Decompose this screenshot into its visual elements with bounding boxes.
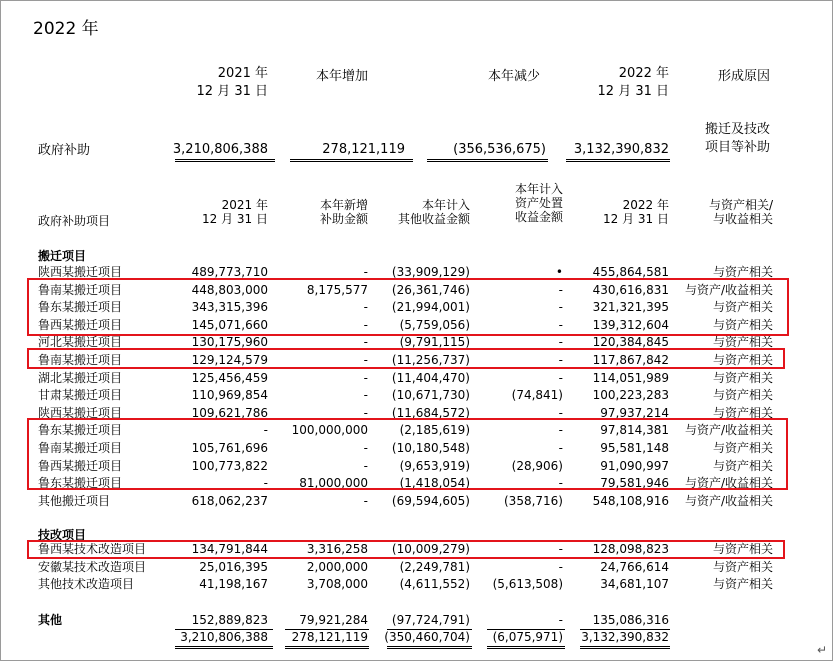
- cell-2022: 100,223,283: [592, 388, 669, 403]
- cell-disposal: -: [558, 282, 563, 297]
- row-label: 鲁南某搬迁项目: [38, 353, 123, 367]
- cell-type: 与资产/收益相关: [684, 282, 773, 297]
- cell-new: 8,175,577: [306, 282, 368, 297]
- highlight-box: [27, 278, 789, 336]
- cell-new: -: [363, 317, 368, 332]
- cell-2021: 448,803,000: [191, 282, 268, 297]
- cell-income: (10,180,548): [391, 441, 470, 455]
- cell-disposal: -: [558, 317, 563, 332]
- cell-type: 与资产相关: [712, 335, 773, 350]
- total-row-c4: (6,075,971): [492, 630, 563, 644]
- underline: [175, 159, 275, 160]
- table-row: [0, 387, 833, 404]
- cell-2022: 321,321,395: [592, 300, 669, 315]
- cell-2022: 430,616,831: [592, 282, 669, 297]
- cell-2021: 145,071,660: [191, 317, 268, 332]
- cell-2022: 117,867,842: [592, 353, 669, 367]
- cell-2022: 139,312,604: [592, 317, 669, 332]
- summary-reason-line2: 项目等补助: [705, 140, 771, 155]
- detail-header-c3: [398, 198, 470, 226]
- row-label: 鲁西某搬迁项目: [38, 317, 123, 332]
- cell-2022: 34,681,107: [600, 577, 669, 592]
- cell-disposal: -: [558, 300, 563, 315]
- underline: [566, 159, 670, 160]
- section-tech-title: 技改项目: [38, 528, 87, 542]
- other-row-c4: -: [558, 613, 563, 627]
- cell-income: (4,611,552): [399, 577, 470, 592]
- detail-header-c4-line3: 收益金额: [514, 210, 563, 224]
- row-label: 湖北某搬迁项目: [38, 370, 123, 385]
- cell-disposal: -: [558, 441, 563, 455]
- cell-2021: -: [263, 423, 268, 438]
- highlight-box: [27, 418, 788, 490]
- cell-disposal: -: [558, 370, 563, 385]
- cell-income: (9,791,115): [399, 335, 470, 350]
- cell-income: (33,909,129): [391, 265, 470, 279]
- cell-type: 与资产相关: [712, 542, 773, 556]
- row-label: 鲁东某搬迁项目: [38, 423, 123, 438]
- cell-income: (10,009,279): [391, 542, 470, 556]
- row-label: 鲁西某技术改造项目: [38, 542, 147, 556]
- cell-2021: 105,761,696: [191, 441, 268, 455]
- rule: [487, 646, 565, 647]
- detail-header-c1: [202, 198, 268, 226]
- detail-header-c6-line1: 与资产相关/: [708, 198, 773, 212]
- total-row-c5: 3,132,390,832: [581, 630, 669, 644]
- detail-header-c5-line2: 12 月 31 日: [603, 212, 669, 226]
- detail-header-c4-line1: 本年计入: [514, 182, 563, 196]
- cell-new: -: [363, 353, 368, 367]
- detail-header-c3-line1: 本年计入: [421, 198, 470, 212]
- cell-2022: 128,098,823: [592, 542, 669, 556]
- cell-type: 与资产相关: [712, 300, 773, 315]
- cell-new: 2,000,000: [306, 559, 368, 574]
- cell-disposal: (28,906): [511, 458, 563, 473]
- detail-header-c2-line2: 补助金额: [319, 212, 368, 226]
- cell-disposal: -: [558, 559, 563, 574]
- detail-header-c3-line2: 其他收益金额: [397, 212, 470, 226]
- total-row-c2: 278,121,119: [291, 630, 368, 644]
- cell-2022: 97,814,381: [600, 423, 669, 438]
- summary-reason-line1: 搬迁及技改: [705, 122, 771, 137]
- cell-disposal: -: [558, 542, 563, 556]
- cell-new: -: [363, 300, 368, 315]
- detail-header-c4-line2: 资产处置: [514, 196, 563, 210]
- detail-header-c1-line2: 12 月 31 日: [202, 212, 268, 226]
- cell-2022: 24,766,614: [600, 559, 669, 574]
- cell-2022: 97,937,214: [600, 405, 669, 420]
- cell-2022: 95,581,148: [600, 441, 669, 455]
- cell-2021: 618,062,237: [191, 493, 268, 508]
- other-row-label: 其他: [38, 613, 63, 627]
- cell-type: 与资产相关: [712, 559, 773, 574]
- table-row: [0, 576, 833, 593]
- other-row: [0, 612, 833, 629]
- header-2021: [197, 65, 268, 101]
- cell-type: 与资产相关: [712, 388, 773, 403]
- cell-disposal: (358,716): [504, 493, 563, 508]
- cell-type: 与资产相关: [712, 405, 773, 420]
- header-increase: 本年增加: [315, 69, 368, 84]
- total-row-c1: 3,210,806,388: [180, 630, 268, 644]
- cell-income: (69,594,605): [391, 493, 470, 508]
- cell-type: 与资产/收益相关: [684, 476, 773, 491]
- row-label: 其他搬迁项目: [38, 493, 111, 508]
- cell-new: -: [363, 370, 368, 385]
- cell-2021: -: [263, 476, 268, 491]
- underline: [427, 161, 548, 162]
- row-label: 鲁南某搬迁项目: [38, 282, 123, 297]
- rule: [175, 629, 273, 630]
- rule: [580, 629, 670, 630]
- cell-new: -: [363, 441, 368, 455]
- rule: [175, 646, 273, 647]
- summary-2022: 3,132,390,832: [573, 142, 669, 157]
- cell-2021: 109,621,786: [191, 405, 268, 420]
- highlight-box: [27, 348, 785, 369]
- cell-income: (11,256,737): [391, 353, 470, 367]
- cell-new: -: [363, 388, 368, 403]
- row-label: 河北某搬迁项目: [38, 335, 123, 350]
- summary-label: 政府补助: [38, 143, 91, 158]
- cell-type: 与资产相关: [712, 265, 773, 279]
- cell-new: -: [363, 493, 368, 508]
- summary-reason: [705, 121, 770, 157]
- row-label: 鲁东某搬迁项目: [38, 300, 123, 315]
- rule: [285, 648, 369, 649]
- summary-2021: 3,210,806,388: [172, 142, 268, 157]
- detail-header-c6-line2: 与收益相关: [712, 212, 773, 226]
- cell-new: 3,708,000: [306, 577, 368, 592]
- rule: [387, 648, 472, 649]
- page-title: 2022 年: [33, 19, 99, 39]
- cell-disposal: (74,841): [511, 388, 563, 403]
- cell-income: (2,249,781): [399, 559, 470, 574]
- return-mark-icon: ↵: [816, 643, 827, 657]
- cell-disposal: -: [558, 423, 563, 438]
- row-label: 甘肃某搬迁项目: [38, 388, 123, 403]
- rule: [175, 648, 273, 649]
- cell-type: 与资产/收益相关: [684, 423, 773, 438]
- cell-2022: 91,090,997: [600, 458, 669, 473]
- rule: [285, 646, 369, 647]
- underline: [566, 161, 670, 162]
- cell-income: (2,185,619): [399, 423, 470, 438]
- row-label: 其他技术改造项目: [38, 577, 135, 592]
- cell-2021: 100,773,822: [191, 458, 268, 473]
- underline: [290, 161, 413, 162]
- cell-type: 与资产相关: [712, 577, 773, 592]
- highlight-box: [27, 540, 785, 559]
- total-row-c3: (350,460,704): [384, 630, 470, 644]
- detail-header-c2-line1: 本年新增: [319, 198, 368, 212]
- cell-2021: 489,773,710: [191, 265, 268, 279]
- cell-new: -: [363, 265, 368, 279]
- summary-decrease: (356,536,675): [453, 142, 546, 157]
- cell-disposal: •: [555, 265, 563, 279]
- section-relocation-title: 搬迁项目: [38, 249, 87, 263]
- row-label: 鲁西某搬迁项目: [38, 458, 123, 473]
- other-row-c1: 152,889,823: [191, 613, 268, 627]
- detail-header-c2: [320, 198, 368, 226]
- cell-new: 100,000,000: [291, 423, 368, 438]
- rule: [580, 646, 670, 647]
- cell-type: 与资产相关: [712, 317, 773, 332]
- cell-new: -: [363, 458, 368, 473]
- row-label: 安徽某技术改造项目: [38, 559, 147, 574]
- cell-2021: 130,175,960: [191, 335, 268, 350]
- detail-header-c6: [709, 198, 773, 226]
- cell-2021: 110,969,854: [191, 388, 268, 403]
- cell-income: (10,671,730): [391, 388, 470, 403]
- rule: [487, 648, 565, 649]
- cell-2021: 125,456,459: [191, 370, 268, 385]
- cell-disposal: (5,613,508): [492, 577, 563, 592]
- detail-header-label: 政府补助项目: [38, 214, 111, 228]
- detail-header-c5: [603, 198, 669, 226]
- cell-type: 与资产相关: [712, 370, 773, 385]
- cell-2021: 129,124,579: [191, 353, 268, 367]
- rule: [285, 629, 369, 630]
- total-row: [0, 629, 833, 646]
- cell-disposal: -: [558, 353, 563, 367]
- cell-2021: 25,016,395: [199, 559, 268, 574]
- detail-header-c1-line1: 2021 年: [221, 198, 268, 212]
- cell-income: (11,404,470): [391, 370, 470, 385]
- cell-income: (21,994,001): [391, 300, 470, 315]
- cell-income: (11,684,572): [391, 405, 470, 420]
- detail-header-c4: [515, 182, 563, 224]
- cell-2022: 120,384,845: [592, 335, 669, 350]
- row-label: 鲁东某搬迁项目: [38, 476, 123, 491]
- cell-disposal: -: [558, 405, 563, 420]
- summary-increase: 278,121,119: [322, 142, 405, 157]
- cell-new: -: [363, 335, 368, 350]
- cell-income: (5,759,056): [399, 317, 470, 332]
- rule: [387, 629, 472, 630]
- cell-new: 3,316,258: [306, 542, 368, 556]
- cell-2021: 41,198,167: [199, 577, 268, 592]
- cell-2021: 343,315,396: [191, 300, 268, 315]
- table-row: [0, 370, 833, 387]
- other-row-c3: (97,724,791): [391, 613, 470, 627]
- cell-income: (9,653,919): [399, 458, 470, 473]
- other-row-c2: 79,921,284: [299, 613, 368, 627]
- header-2021-year: 2021 年: [217, 66, 268, 81]
- detail-header-c5-line1: 2022 年: [622, 198, 669, 212]
- cell-income: (1,418,054): [399, 476, 470, 491]
- table-row: [0, 559, 833, 576]
- cell-type: 与资产相关: [712, 441, 773, 455]
- cell-2022: 79,581,946: [600, 476, 669, 491]
- cell-type: 与资产/收益相关: [684, 493, 773, 508]
- header-2022: [598, 65, 669, 101]
- row-label: 陕西某搬迁项目: [38, 405, 123, 420]
- header-2022-year: 2022 年: [618, 66, 669, 81]
- cell-new: -: [363, 405, 368, 420]
- header-2021-date: 12 月 31 日: [196, 84, 268, 99]
- row-label: 鲁南某搬迁项目: [38, 441, 123, 455]
- cell-2022: 114,051,989: [592, 370, 669, 385]
- header-decrease: 本年减少: [487, 69, 540, 84]
- cell-income: (26,361,746): [391, 282, 470, 297]
- cell-2022: 548,108,916: [592, 493, 669, 508]
- rule: [580, 648, 670, 649]
- cell-disposal: -: [558, 476, 563, 491]
- underline: [290, 159, 413, 160]
- header-2022-date: 12 月 31 日: [597, 84, 669, 99]
- cell-type: 与资产相关: [712, 458, 773, 473]
- rule: [387, 646, 472, 647]
- rule: [487, 629, 565, 630]
- cell-2021: 134,791,844: [191, 542, 268, 556]
- cell-type: 与资产相关: [712, 353, 773, 367]
- cell-new: 81,000,000: [299, 476, 368, 491]
- underline: [175, 161, 275, 162]
- other-row-c5: 135,086,316: [592, 613, 669, 627]
- table-row: [0, 493, 833, 510]
- header-reason: 形成原因: [718, 69, 771, 84]
- underline: [427, 159, 548, 160]
- cell-disposal: -: [558, 335, 563, 350]
- cell-2022: 455,864,581: [592, 265, 669, 279]
- row-label: 陕西某搬迁项目: [38, 265, 123, 279]
